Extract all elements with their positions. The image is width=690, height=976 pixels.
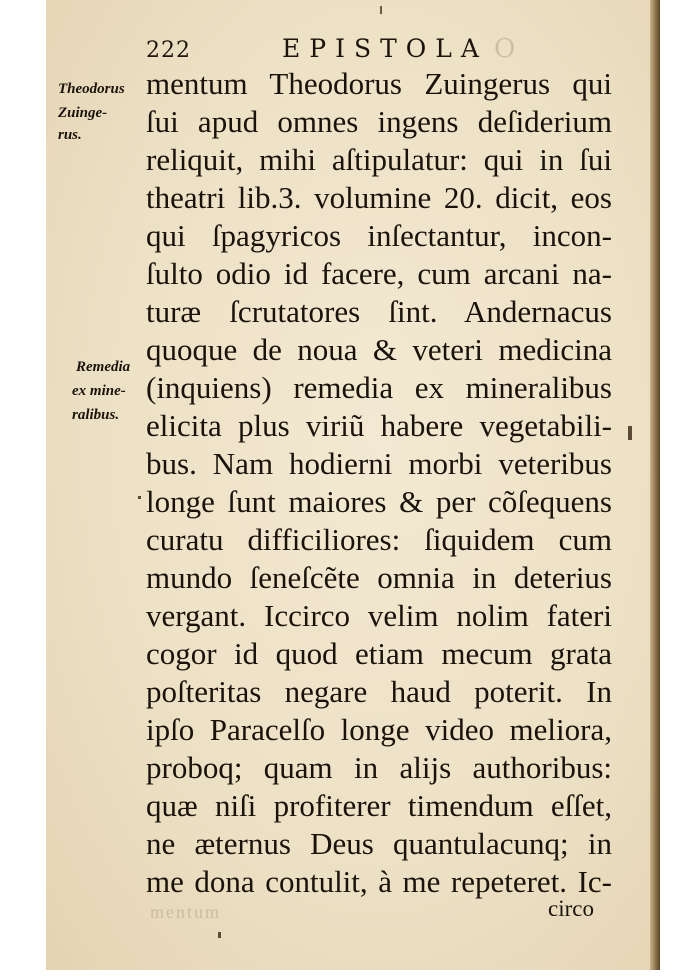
text-line: elicita plus viriũ habere vegetabili- — [146, 408, 612, 443]
bleed-through-letter: O — [494, 34, 516, 64]
text-line: turæ ſcrutatores ſint. Andernacus — [146, 294, 612, 329]
ink-speck — [628, 426, 632, 440]
text-line: vergant. Iccirco velim nolim fateri — [146, 598, 612, 633]
text-line: longe ſunt maiores & per cõſequens — [146, 484, 612, 519]
text-line: bus. Nam hodierni morbi veteribus — [146, 446, 612, 481]
text-line: curatu difficiliores: ſiquidem cum — [146, 522, 612, 557]
running-title: EPISTOLA — [282, 34, 488, 63]
page-edge-shadow — [650, 0, 660, 970]
margin-note-line: rus. — [58, 127, 82, 143]
ink-speck — [138, 496, 141, 499]
text-line: reliquit, mihi aſtipulatur: qui in ſui — [146, 142, 612, 177]
text-line: ſui apud omnes ingens deſiderium — [146, 104, 612, 139]
margin-note-line: Zuinge- — [58, 105, 108, 121]
text-line: ne æternus Deus quantulacunq; in — [146, 826, 612, 861]
catchword: circo — [548, 896, 594, 921]
page-header — [0, 30, 690, 70]
text-line: qui ſpagyricos inſectantur, incon- — [146, 218, 612, 253]
ink-speck — [380, 6, 382, 14]
text-line: ſulto odio id facere, cum arcani na- — [146, 256, 612, 291]
text-line: me dona contulit, à me repeteret. Ic- — [146, 864, 612, 899]
page-number: 222 — [146, 38, 191, 63]
text-line: ipſo Paracelſo longe video meliora, — [146, 712, 612, 747]
margin-note-line: ralibus. — [72, 407, 120, 423]
text-line: theatri lib.3. volumine 20. dicit, eos — [146, 180, 612, 215]
text-line: quoque de noua & veteri medicina — [146, 332, 612, 367]
text-line: (inquiens) remedia ex mineralibus — [146, 370, 612, 405]
ink-speck — [218, 932, 221, 938]
text-line: poſteritas negare haud poterit. In — [146, 674, 612, 709]
margin-note-line: Remedia — [76, 359, 131, 375]
margin-note-remedia — [72, 358, 131, 424]
bleed-through-text: mentum — [150, 902, 221, 922]
text-line: quæ niſi profiterer timendum eſſet, — [146, 788, 612, 823]
margin-note-line: ex mine- — [72, 383, 126, 399]
margin-note-theodorus — [58, 80, 125, 144]
text-line: cogor id quod etiam mecum grata — [146, 636, 612, 671]
text-line: proboq; quam in alijs authoribus: — [146, 750, 612, 785]
margin-note-line: Theodorus — [58, 81, 125, 97]
text-line: mentum Theodorus Zuingerus qui — [146, 66, 612, 101]
text-line: mundo ſeneſcẽte omnia in deterius — [146, 560, 612, 595]
